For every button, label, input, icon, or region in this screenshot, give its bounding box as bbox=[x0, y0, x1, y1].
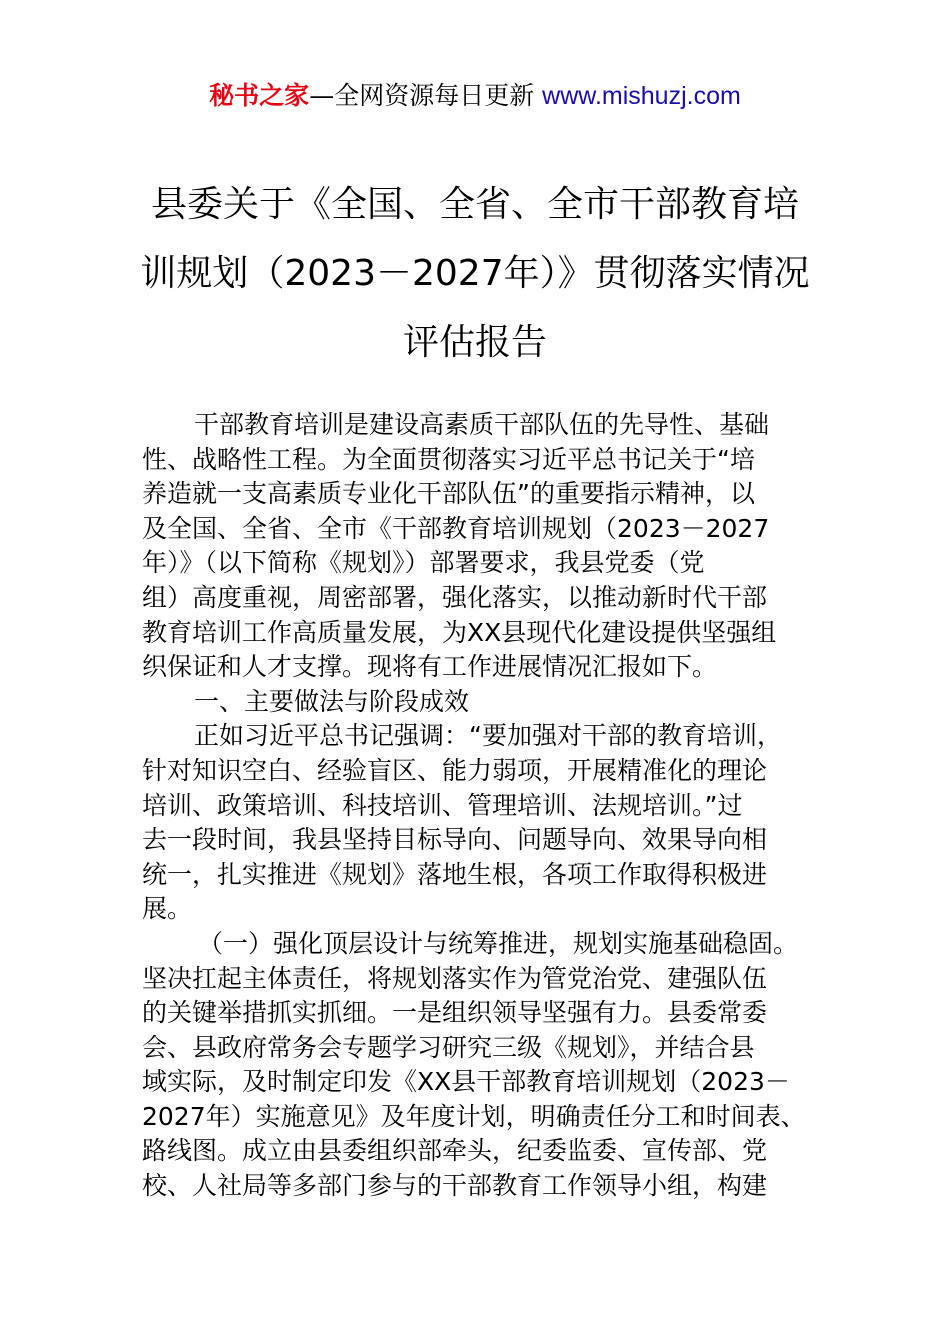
body-line: 2027年）实施意见》及年度计划，明确责任分工和时间表、 bbox=[142, 1101, 806, 1131]
body-line: 干部教育培训是建设高素质干部队伍的先导性、基础 bbox=[194, 410, 770, 439]
site-brand: 秘书之家 bbox=[209, 81, 310, 110]
body-line: 会、县政府常务会专题学习研究三级《规划》，并结合县 bbox=[142, 1032, 755, 1062]
body-line: 针对知识空白、经验盲区、能力弱项，开展精准化的理论 bbox=[142, 755, 768, 785]
body-line: 性、战略性工程。为全面贯彻落实习近平总书记关于“培 bbox=[142, 444, 755, 474]
subsection-heading: （一）强化顶层设计与统筹推进，规划实施基础稳固。 bbox=[198, 928, 799, 958]
document-body bbox=[142, 408, 812, 1204]
body-line: 组）高度重视，周密部署，强化落实，以推动新时代干部 bbox=[142, 582, 768, 612]
site-url-link[interactable]: www.mishuzj.com bbox=[542, 82, 741, 110]
body-line: 年）》（以下简称《规划》）部署要求，我县党委（党 bbox=[142, 548, 705, 578]
body-line: 正如习近平总书记强调：“要加强对干部的教育培训， bbox=[194, 721, 782, 751]
body-line: 域实际，及时制定印发《XX县干部教育培训规划（2023－ bbox=[142, 1067, 790, 1097]
site-header bbox=[0, 80, 950, 112]
title-line: 评估报告 bbox=[402, 322, 547, 363]
body-line: 及全国、全省、全市《干部教育培训规划（2023－2027 bbox=[142, 513, 770, 543]
body-line: 展。 bbox=[142, 894, 193, 924]
document-title bbox=[120, 170, 830, 377]
body-line: 坚决扛起主体责任，将规划落实作为管党治党、建强队伍 bbox=[142, 963, 768, 993]
body-line: 织保证和人才支撑。现将有工作进展情况汇报如下。 bbox=[142, 652, 718, 682]
body-line: 培训、政策培训、科技培训、管理培训、法规培训。”过 bbox=[142, 790, 743, 820]
body-line: 的关键举措抓实抓细。一是组织领导坚强有力。县委常委 bbox=[142, 998, 768, 1028]
body-line: 教育培训工作高质量发展，为XX县现代化建设提供坚强组 bbox=[142, 617, 777, 647]
body-line: 统一，扎实推进《规划》落地生根，各项工作取得积极进 bbox=[142, 859, 768, 889]
title-line: 训规划（2023－2027年）》贯彻落实情况 bbox=[140, 253, 810, 294]
title-line: 县委关于《全国、全省、全市干部教育培 bbox=[150, 184, 799, 225]
section-heading: 一、主要做法与阶段成效 bbox=[194, 686, 470, 716]
site-slogan: —全网资源每日更新 bbox=[309, 81, 535, 110]
body-line: 养造就一支高素质专业化干部队伍”的重要指示精神，以 bbox=[142, 479, 755, 509]
body-line: 路线图。成立由县委组织部牵头，纪委监委、宣传部、党 bbox=[142, 1136, 768, 1166]
body-line: 校、人社局等多部门参与的干部教育工作领导小组，构建 bbox=[142, 1171, 768, 1201]
body-line: 去一段时间，我县坚持目标导向、问题导向、效果导向相 bbox=[142, 825, 768, 855]
